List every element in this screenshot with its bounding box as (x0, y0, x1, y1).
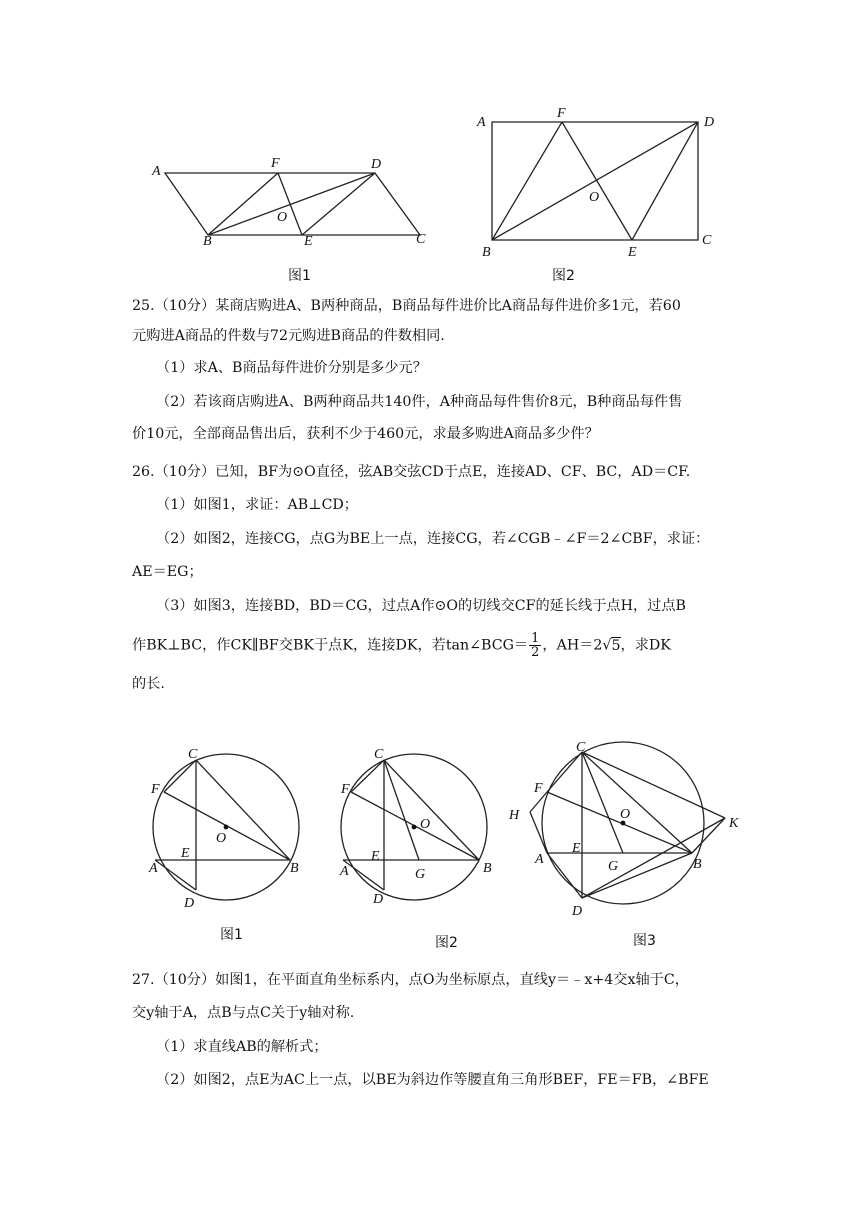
fraction-one-half (529, 632, 541, 659)
segment-fc (547, 752, 582, 792)
label-c: C (576, 740, 586, 755)
q26-part-1: （1）如图1，求证：AB⊥CD； (156, 497, 358, 513)
label-a: A (152, 164, 161, 179)
label-d: D (704, 115, 715, 130)
label-k: K (729, 816, 739, 831)
tangent-ha (530, 812, 547, 853)
q25-line-1: 25.（10分）某商店购进A、B两种商品，B商品每件进价比A商品每件进价多1元，若60 (132, 298, 681, 314)
segment-cb (582, 752, 692, 853)
label-o: O (420, 817, 431, 832)
q26-part-3b (0, 632, 860, 659)
label-g: G (608, 859, 619, 874)
q26-part-2b: AE＝EG； (132, 564, 203, 580)
diagonal-bd (492, 122, 698, 240)
segment-fc (351, 760, 384, 792)
fraction-denominator: 2 (531, 645, 540, 660)
label-b: B (693, 857, 702, 872)
q27-line-2: 交y轴于A，点B与点C关于y轴对称. (132, 1005, 355, 1021)
label-f: F (271, 156, 280, 171)
label-f: F (557, 106, 566, 121)
segment-bf (492, 122, 562, 240)
label-b: B (203, 234, 212, 249)
label-o: O (620, 807, 631, 822)
label-f: F (341, 782, 350, 797)
figure-caption: 图1 (288, 268, 311, 284)
label-a: A (340, 864, 349, 879)
circle-figure-3 (505, 740, 755, 955)
segment-cg (384, 760, 419, 860)
label-d: D (184, 896, 195, 911)
figure-caption: 图2 (552, 268, 575, 284)
q25-part-1: （1）求A、B商品每件进价分别是多少元？ (156, 360, 427, 376)
segment-ed (302, 173, 375, 235)
segment-bf (208, 173, 278, 235)
parallelogram-figure-1 (140, 145, 440, 285)
label-a: A (149, 861, 158, 876)
label-h: H (509, 808, 520, 823)
segment-db (582, 853, 692, 898)
diagonal-bd (208, 173, 375, 235)
circle-figure-2 (335, 745, 505, 955)
q25-part-2a: （2）若该商店购进A、B两种商品共140件，A种商品每件售价8元，B种商品每件售 (156, 394, 683, 410)
segment-dk (582, 818, 725, 898)
segment-fc (164, 760, 196, 792)
segment-ad (343, 860, 384, 890)
label-g: G (415, 867, 426, 882)
label-b: B (483, 861, 492, 876)
segment-cg (582, 752, 623, 853)
label-f: F (534, 781, 543, 796)
q26-part-3b-pre: 作BK⊥BC，作CK∥BF交BK于点K，连接DK，若tan∠BCG＝ (132, 637, 529, 654)
q25-line-2: 元购进A商品的件数与72元购进B商品的件数相同. (132, 328, 445, 344)
circle-figure-1 (140, 745, 310, 950)
q26-line-1: 26.（10分）已知，BF为⊙O直径，弦AB交弦CD于点E，连接AD、CF、BC，AD＝CF. (132, 464, 691, 480)
label-o: O (216, 831, 227, 846)
label-o: O (589, 190, 600, 205)
label-b: B (290, 861, 299, 876)
q27-part-1: （1）求直线AB的解析式； (156, 1039, 328, 1055)
sqrt-radicand: 5 (611, 637, 621, 654)
label-d: D (572, 904, 583, 919)
segment-fe (562, 122, 632, 240)
label-d: D (373, 892, 384, 907)
fraction-numerator: 1 (531, 631, 540, 646)
segment-cb (196, 760, 290, 860)
q26-part-2a: （2）如图2，连接CG，点G为BE上一点，连接CG，若∠CGB﹣∠F＝2∠CBF，求证： (156, 531, 710, 547)
segment-ad (155, 860, 196, 890)
label-e: E (572, 841, 581, 856)
label-d: D (371, 157, 382, 172)
segment-bk (692, 818, 725, 853)
q26-part-3c: 的长. (132, 676, 165, 692)
q27-part-2: （2）如图2，点E为AC上一点，以BE为斜边作等腰直角三角形BEF，FE＝FB，∠BFE (156, 1072, 709, 1088)
label-a: A (535, 852, 544, 867)
label-c: C (374, 747, 384, 762)
sqrt-sign: √ (602, 637, 612, 654)
label-c: C (416, 232, 426, 247)
segment-ck (582, 752, 725, 818)
label-a: A (477, 115, 486, 130)
center-point (224, 825, 229, 830)
q26-part-3a: （3）如图3，连接BD，BD＝CG，过点A作⊙O的切线交CF的延长线于点H，过点B (156, 598, 686, 614)
q26-part-3b-mid: ，AH＝2 (542, 637, 603, 654)
label-e: E (371, 849, 380, 864)
label-e: E (304, 234, 313, 249)
label-b: B (482, 245, 491, 260)
rectangle-figure-2 (470, 100, 730, 285)
center-point (412, 825, 417, 830)
figure-caption: 图1 (220, 927, 243, 943)
q26-part-3b-post: ，求DK (620, 637, 671, 654)
label-c: C (702, 233, 712, 248)
label-c: C (188, 747, 198, 762)
label-e: E (628, 245, 637, 260)
figure-caption: 图3 (633, 933, 656, 949)
segment-fe (278, 173, 302, 235)
label-f: F (151, 782, 160, 797)
label-o: O (277, 210, 288, 225)
segment-ed (632, 122, 698, 240)
q27-line-1: 27.（10分）如图1，在平面直角坐标系内，点O为坐标原点，直线y＝﹣x+4交x轴于C， (132, 972, 689, 988)
segment-ad (547, 853, 582, 898)
q25-part-2b: 价10元，全部商品售出后，获利不少于460元，求最多购进A商品多少件？ (132, 426, 599, 442)
label-e: E (181, 846, 190, 861)
figure-caption: 图2 (435, 935, 458, 951)
